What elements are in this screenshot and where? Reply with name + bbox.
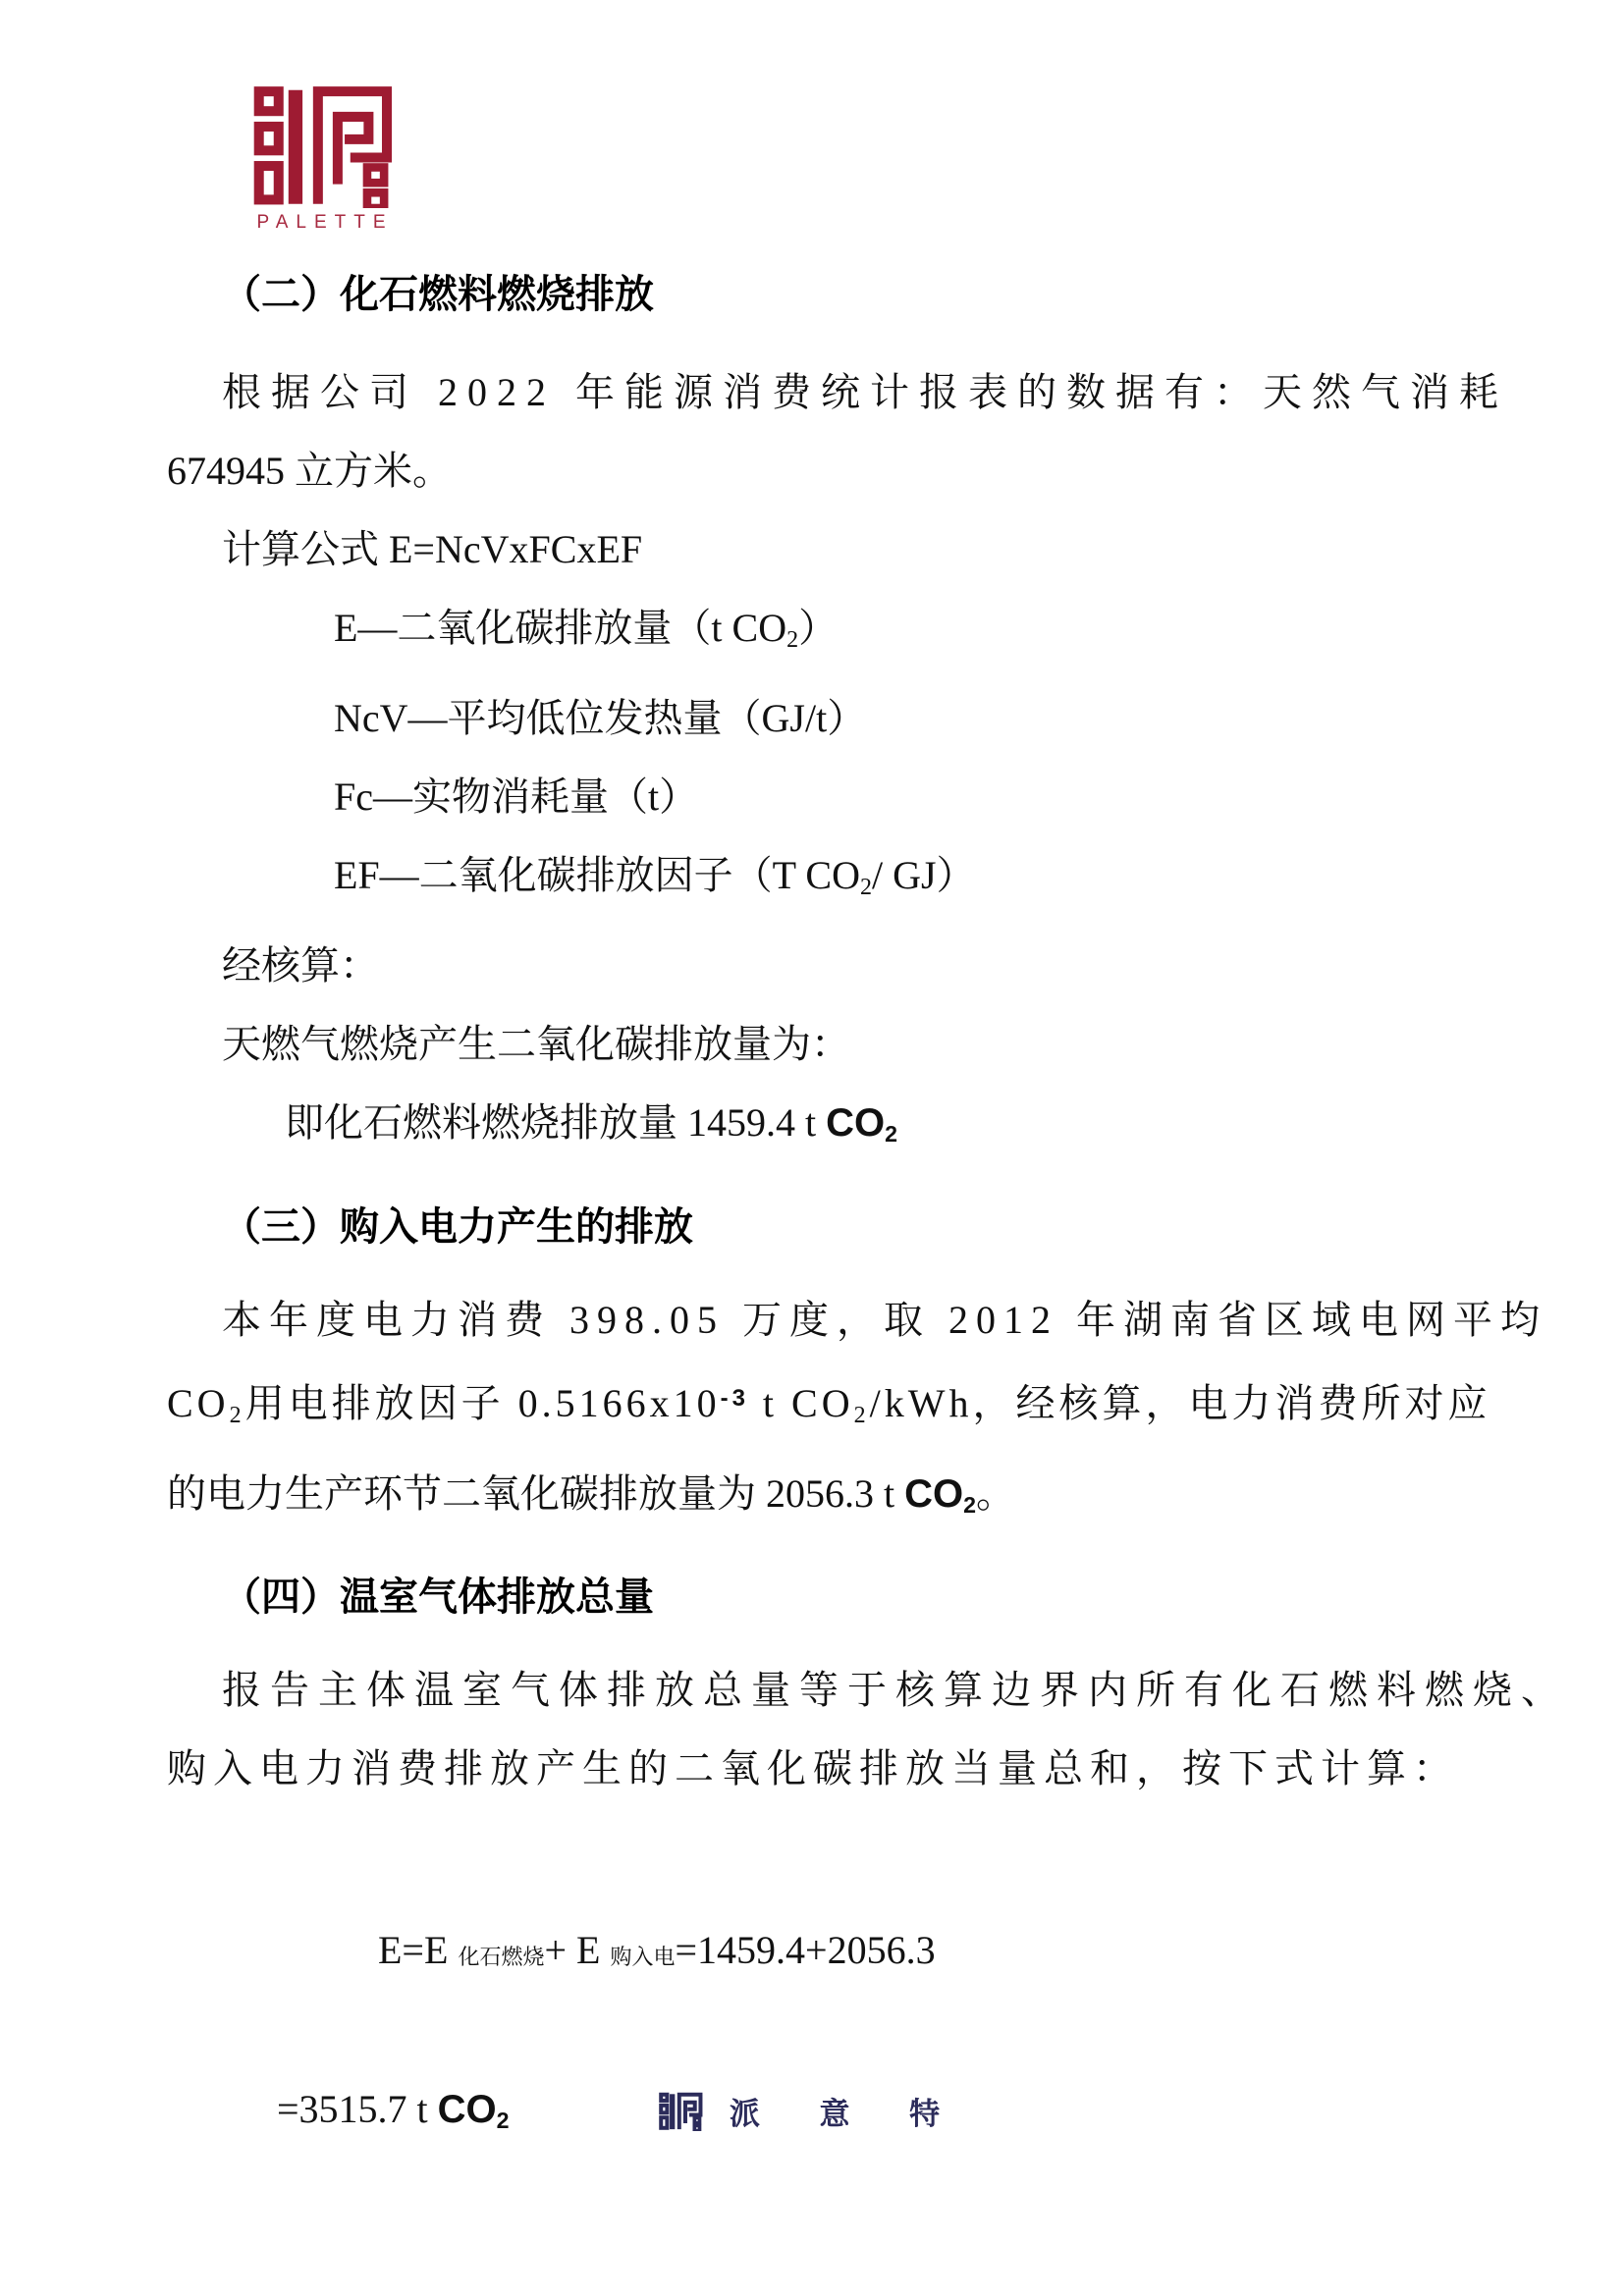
para-line: 的电力生产环节二氧化碳排放量为 2056.3 t $CO_2$。 bbox=[167, 1470, 1016, 1518]
footer-brand-text: 派 意 特 bbox=[729, 2097, 966, 2131]
para-line: 根据公司 2022 年能源消费统计报表的数据有：天然气消耗 bbox=[222, 370, 1508, 414]
total-formula-line: E=E 化石燃烧+ E 购入电=1459.4+2056.3 bbox=[378, 1928, 936, 1973]
result-line: 即化石燃料燃烧排放量 1459.4 t $CO_2$ bbox=[285, 1100, 898, 1147]
para-line: 购入电力消费排放产生的二氧化碳排放当量总和，按下式计算： bbox=[167, 1746, 1459, 1791]
footer-logo-icon bbox=[659, 2092, 704, 2131]
para-line: $CO_2$用电排放因子 $0.5166x10^{-3}$ t $CO_2$/kWh，经核算，电力消费所对应 bbox=[167, 1380, 1491, 1428]
formula-intro-line: 计算公式 E=NcVxFCxEF bbox=[222, 527, 643, 571]
para-line: 经核算： bbox=[222, 943, 379, 988]
heading-section-4: （四）温室气体排放总量 bbox=[222, 1575, 654, 1620]
para-line: 674945 立方米。 bbox=[167, 449, 452, 493]
heading-section-3: （三）购入电力产生的排放 bbox=[222, 1204, 693, 1249]
palette-logo-mark-icon bbox=[251, 84, 399, 208]
para-line: 天燃气燃烧产生二氧化碳排放量为： bbox=[222, 1022, 850, 1066]
heading-section-2: （二）化石燃料燃烧排放 bbox=[222, 273, 654, 316]
definition-line-ncv: NcV—平均低位发热量（GJ/t） bbox=[334, 696, 867, 740]
palette-wordmark: PALETTE bbox=[256, 212, 394, 233]
definition-line-e: E—二氧化碳排放量（t $CO_2$） bbox=[334, 606, 839, 653]
palette-logo bbox=[244, 84, 406, 234]
document-content bbox=[167, 255, 1569, 2160]
total-result-line: =3515.7 t $CO_2$ bbox=[277, 2087, 510, 2134]
para-line: 报告主体温室气体排放总量等于核算边界内所有化石燃料燃烧、 bbox=[222, 1668, 1569, 1713]
para-line: 本年度电力消费 398.05 万度，取 2012 年湖南省区域电网平均 bbox=[222, 1297, 1547, 1342]
definition-line-ef: EF—二氧化碳排放因子（T $CO_2/$ GJ） bbox=[334, 853, 976, 900]
definition-line-fc: Fc—实物消耗量（t） bbox=[334, 774, 699, 819]
footer bbox=[0, 2089, 1624, 2133]
